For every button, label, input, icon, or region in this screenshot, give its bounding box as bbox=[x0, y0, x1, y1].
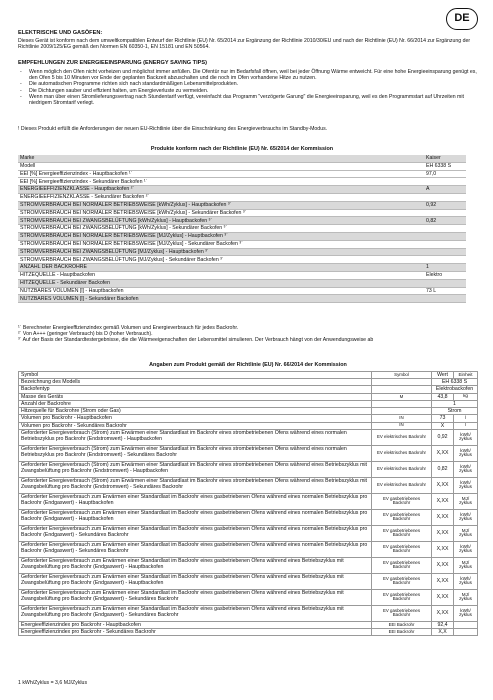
row-description: Geforderter Energieverbrauch zum Erwärmen einer Standardlast im Backrohr eines gasbetriebenen Ofens während eines normalen Betriebszyklus pro Backrohr (Endgaswert) - Hauptbackofen bbox=[19, 509, 372, 525]
table-row bbox=[18, 248, 466, 256]
table-row bbox=[19, 445, 478, 461]
row-value bbox=[420, 225, 466, 233]
row-description: Geforderter Energieverbrauch zum Erwärmen einer Standardlast im Backrohr eines gasbetriebenen Ofens während eines Betriebszyklus mit Zwangsbelüftung pro Backrohr (Endgaswert) - Hauptbackofen bbox=[19, 573, 372, 589]
header-cell: Symbol bbox=[19, 372, 372, 379]
table-row bbox=[18, 155, 466, 162]
row-value: X,XX bbox=[432, 525, 454, 541]
table-row bbox=[19, 621, 478, 628]
row-value bbox=[420, 256, 466, 264]
row-unit: kg bbox=[454, 393, 478, 400]
table-row bbox=[18, 193, 466, 201]
row-unit: kWh/ zyklus bbox=[454, 429, 478, 445]
table-row bbox=[19, 461, 478, 477]
row-unit: kWh/ zyklus bbox=[454, 509, 478, 525]
row-value bbox=[420, 232, 466, 240]
row-label: STROMVERBRAUCH BEI NORMALER BETRIEBSWEISE [kWh/Zyklus] - Sekundärer Backofen ³ˈ bbox=[18, 209, 420, 217]
energy-tips-list bbox=[18, 69, 480, 106]
table-row bbox=[19, 408, 478, 415]
table-row bbox=[19, 477, 478, 493]
table-row bbox=[19, 557, 478, 573]
row-value bbox=[420, 209, 466, 217]
table-row bbox=[19, 573, 478, 589]
row-label: STROMVERBRAUCH BEI ZWANGSBELÜFTUNG [MJ/Zyklus] - Sekundärer Backofen ³ˈ bbox=[18, 256, 420, 264]
table-row bbox=[18, 201, 466, 209]
row-value: EH 6338 S bbox=[420, 162, 466, 170]
row-label: STROMVERBRAUCH BEI ZWANGSBELÜFTUNG [MJ/Zyklus] - Hauptbackofen ³ˈ bbox=[18, 248, 420, 256]
row-value: X,XX bbox=[432, 445, 454, 461]
row-value: 0,92 bbox=[432, 429, 454, 445]
row-unit: MJ/ zyklus bbox=[454, 557, 478, 573]
row-symbol: EV gasbetriebenes Backrohr bbox=[372, 557, 432, 573]
footnote: ²ˈ Von A+++ (geringer Verbrauch) bis D (hoher Verbrauch). bbox=[18, 331, 153, 338]
row-label: STROMVERBRAUCH BEI NORMALER BETRIEBSWEISE [kWh/Zyklus] - Hauptbackofen ³ˈ bbox=[18, 201, 420, 209]
section-title-ovens: ELEKTRISCHE UND GASÖFEN: bbox=[18, 30, 103, 36]
row-value bbox=[420, 193, 466, 201]
row-value bbox=[420, 240, 466, 248]
table-row bbox=[19, 379, 478, 386]
row-symbol: IN bbox=[372, 415, 432, 422]
table-header-row bbox=[19, 372, 478, 379]
row-symbol: EV gasbetriebenes Backrohr bbox=[372, 605, 432, 621]
row-value: X,XX bbox=[432, 557, 454, 573]
row-symbol: EV elektrisches Backrohr bbox=[372, 477, 432, 493]
table-row bbox=[18, 209, 466, 217]
table-row bbox=[18, 162, 466, 170]
table1-footnotes bbox=[18, 325, 478, 344]
row-label: ANZAHL DER BACKROHRE bbox=[18, 264, 420, 272]
footnote: ¹ˈ Berechneter Energieeffizienzindex gemäß Volumen und Energieverbrauch für jedes Backrohr. bbox=[18, 325, 239, 331]
row-value: 0,82 bbox=[432, 461, 454, 477]
row-symbol: M bbox=[372, 393, 432, 400]
table-row bbox=[18, 279, 466, 287]
row-description: Geforderter Energieverbrauch zum Erwärmen einer Standardlast im Backrohr eines gasbetriebenen Ofens während eines Betriebszyklus mit Zwangsbelüftung pro Backrohr (Endgaswert) - Sekundäres Backrohr bbox=[19, 589, 372, 605]
table-row bbox=[19, 386, 478, 393]
row-value bbox=[420, 248, 466, 256]
row-label: HITZEQUELLE - Sekundärer Backofen bbox=[18, 279, 420, 287]
table-row bbox=[19, 605, 478, 621]
row-description: Geforderter Energieverbrauch (Strom) zum Erwärmen einer Standardlast im Backrohr eines strombetriebenen Ofens während eines Betriebszyklus mit Zwangsbelüftung pro Backrohr (Endstromwert) - Hauptbackofen bbox=[19, 461, 372, 477]
row-description: Hitzequelle für Backrohre (Strom oder Gas) bbox=[19, 408, 372, 415]
standby-note: ! Dieses Produkt erfüllt die Anforderungen der neuen EU-Richtlinie über die Einschränkung des Energieverbrauchs im Standby-Modus. bbox=[18, 126, 328, 132]
table-row bbox=[19, 493, 478, 509]
row-value: Strom bbox=[432, 408, 478, 415]
row-unit: kWh/ zyklus bbox=[454, 605, 478, 621]
row-symbol: EV elektrisches Backrohr bbox=[372, 461, 432, 477]
row-unit: kWh/ zyklus bbox=[454, 573, 478, 589]
table-row bbox=[19, 400, 478, 407]
table2-title: Angaben zum Produkt gemäß der Richtlinie (EU) Nr. 66/2014 der Kommission bbox=[149, 362, 347, 368]
table-row bbox=[19, 509, 478, 525]
table-row bbox=[18, 225, 466, 233]
row-value: 73 bbox=[432, 415, 454, 422]
table-row bbox=[18, 170, 466, 178]
row-value: X,XX bbox=[432, 589, 454, 605]
row-value: X,XX bbox=[432, 509, 454, 525]
row-label: HITZEQUELLE - Hauptbackofen bbox=[18, 271, 420, 279]
row-symbol: EV elektrisches Backrohr bbox=[372, 445, 432, 461]
list-item: - Die Dichtungen sauber und effizient halten, um Energieverluste zu vermeiden. bbox=[18, 88, 480, 94]
row-value bbox=[420, 279, 466, 287]
row-label: ENERGIEEFFIZIENZKLASSE - Sekundärer Backofen ²ˈ bbox=[18, 193, 420, 201]
row-value: X,XX bbox=[432, 573, 454, 589]
row-unit: kWh/ zyklus bbox=[454, 445, 478, 461]
table-row bbox=[19, 429, 478, 445]
row-value: X,XX bbox=[432, 493, 454, 509]
table-row bbox=[19, 393, 478, 400]
header-cell: Wert bbox=[432, 372, 454, 379]
row-value: A bbox=[420, 186, 466, 194]
list-item: - Wenn möglich den Ofen nicht vorheizen und möglichst immer anfüllen. Die Ofentür nur im Bedarfsfall öffnen, weil bei jeder Öffnung Wärme entweicht. Für eine hohe Energieeinsparung genügt es, den Ofen 5 bis 10 Minuten vor Ende der geplanten Backzeit abzuschalten und die noch im Ofen vorhandene Hitze zu nutzen. bbox=[18, 69, 480, 81]
row-label: STROMVERBRAUCH BEI NORMALER BETRIEBSWEISE [MJ/Zyklus] - Sekundärer Backofen ³ˈ bbox=[18, 240, 420, 248]
row-value: X,XX bbox=[432, 477, 454, 493]
row-value: 92,4 bbox=[432, 621, 454, 628]
row-description: Masse des Geräts bbox=[19, 393, 372, 400]
row-value: 1 bbox=[420, 264, 466, 272]
row-description: Geforderter Energieverbrauch (Strom) zum Erwärmen einer Standardlast im Backrohr eines strombetriebenen Ofens während eines normalen Betriebszyklus pro Backrohr (Endstromwert) - Sekundäres Backrohr bbox=[19, 445, 372, 461]
table-row bbox=[19, 525, 478, 541]
table1 bbox=[18, 155, 466, 303]
row-symbol: EEI Backrohr bbox=[372, 621, 432, 628]
list-item: - Die automatischen Programme richten sich nach standardmäßigen Lebensmittelprodukten. bbox=[18, 81, 480, 87]
row-value: X,XX bbox=[432, 541, 454, 557]
row-unit bbox=[454, 629, 478, 636]
row-unit bbox=[454, 621, 478, 628]
row-description: Geforderter Energieverbrauch zum Erwärmen einer Standardlast im Backrohr eines gasbetriebenen Ofens während eines Betriebszyklus mit Zwangsbelüftung pro Backrohr (Endgaswert) - Hauptbackofen bbox=[19, 557, 372, 573]
row-symbol bbox=[372, 400, 432, 407]
row-symbol: EV gasbetriebenes Backrohr bbox=[372, 525, 432, 541]
row-label: EEI [%] Energieeffizienzindex - Sekundärer Backofen ¹ˈ bbox=[18, 178, 420, 186]
row-description: Geforderter Energieverbrauch zum Erwärmen einer Standardlast im Backrohr eines gasbetriebenen Ofens während eines normalen Betriebszyklus pro Backrohr (Endgaswert) - Hauptbackofen bbox=[19, 493, 372, 509]
row-value bbox=[420, 295, 466, 303]
table-row bbox=[18, 256, 466, 264]
table-row bbox=[19, 415, 478, 422]
row-description: Volumen pro Backrohr - Hauptbackofen bbox=[19, 415, 372, 422]
table-row bbox=[18, 178, 466, 186]
row-label: NUTZBARES VOLUMEN [l] - Hauptbackofen bbox=[18, 287, 420, 295]
row-description: Bezeichnung des Modells bbox=[19, 379, 372, 386]
footnote: ³ˈ Auf der Basis der Standardtestergebnisse, die die Wärmeeigenschaften der Lebensmittel simulieren. Der Verbrauch hängt von der Anwendungsweise ab bbox=[18, 337, 374, 344]
row-description: Energieeffizienzindex pro Backrohr - Sekundäres Backrohr bbox=[19, 629, 372, 636]
row-label: STROMVERBRAUCH BEI NORMALER BETRIEBSWEISE [MJ/Zyklus] - Hauptbackofen ³ˈ bbox=[18, 232, 420, 240]
row-value: 43,8 bbox=[432, 393, 454, 400]
table-row bbox=[19, 629, 478, 636]
conversion-footnote: 1 kWh/Zyklus = 3,6 MJ/Zyklus bbox=[18, 680, 88, 686]
row-value: X,XX bbox=[432, 605, 454, 621]
table-row bbox=[18, 217, 466, 225]
row-symbol: EV gasbetriebenes Backrohr bbox=[372, 589, 432, 605]
row-description: Geforderter Energieverbrauch zum Erwärmen einer Standardlast im Backrohr eines gasbetriebenen Ofens während eines normalen Betriebszyklus pro Backrohr (Endgaswert) - Sekundäres Backrohr bbox=[19, 525, 372, 541]
row-value: Elektrobackofen bbox=[432, 386, 478, 393]
conformity-paragraph: Dieses Gerät ist konform nach dem umweltkompatiblen Entwurf der Richtlinie (EU) Nr. 65/2014 zur Ergänzung der Richtlinie 2010/30/EU und nach der Richtlinie (EU) Nr. 66/2014 zur Ergänzung der Richtlinie 2009/125/EG gemäß den Normen EN 60350-1, EN 15181 und EN 50564. bbox=[18, 38, 471, 51]
row-description: Volumen pro Backrohr - Sekundäres Backrohr bbox=[19, 422, 372, 429]
row-description: Backofentyp bbox=[19, 386, 372, 393]
row-label: ENERGIEEFFIZIENZKLASSE - Hauptbackofen ²ˈ bbox=[18, 186, 420, 194]
table-row bbox=[18, 287, 466, 295]
row-unit: kWh/ zyklus bbox=[454, 541, 478, 557]
row-symbol bbox=[372, 379, 432, 386]
row-value: 1 bbox=[432, 400, 478, 407]
row-description: Geforderter Energieverbrauch (Strom) zum Erwärmen einer Standardlast im Backrohr eines strombetriebenen Ofens während eines normalen Betriebszyklus pro Backrohr (Endstromwert) - Hauptbackofen bbox=[19, 429, 372, 445]
row-value: EH 6338 S bbox=[432, 379, 478, 386]
row-description: Energieeffizienzindex pro Backrohr - Hauptbackofen bbox=[19, 621, 372, 628]
row-value: X,X bbox=[432, 629, 454, 636]
header-cell: Einheit bbox=[454, 372, 478, 379]
row-value: 97,0 bbox=[420, 170, 466, 178]
row-label: STROMVERBRAUCH BEI ZWANGSBELÜFTUNG [kWh/Zyklus] - Hauptbackofen ³ˈ bbox=[18, 217, 420, 225]
row-symbol: IN bbox=[372, 422, 432, 429]
language-badge: DE bbox=[446, 8, 478, 30]
row-unit: kWh/ zyklus bbox=[454, 461, 478, 477]
row-symbol: EV gasbetriebenes Backrohr bbox=[372, 509, 432, 525]
row-description: Geforderter Energieverbrauch zum Erwärmen einer Standardlast im Backrohr eines gasbetriebenen Ofens während eines normalen Betriebszyklus pro Backrohr (Endgaswert) - Sekundäres Backrohr bbox=[19, 541, 372, 557]
row-label: Modell bbox=[18, 162, 420, 170]
row-symbol: EV gasbetriebenes Backrohr bbox=[372, 573, 432, 589]
header-cell: Symbol bbox=[372, 372, 432, 379]
row-value: X bbox=[432, 422, 454, 429]
row-label: EEI [%] Energieeffizienzindex - Hauptbackofen ¹ˈ bbox=[18, 170, 420, 178]
row-description: Geforderter Energieverbrauch zum Erwärmen einer Standardlast im Backrohr eines gasbetriebenen Ofens während eines Betriebszyklus mit Zwangsbelüftung pro Backrohr (Endgaswert) - Sekundäres Backrohr bbox=[19, 605, 372, 621]
row-value: 73 L bbox=[420, 287, 466, 295]
row-label: Marke bbox=[18, 155, 420, 162]
table-row bbox=[18, 264, 466, 272]
row-unit: MJ/ zyklus bbox=[454, 493, 478, 509]
row-description: Geforderter Energieverbrauch (Strom) zum Erwärmen einer Standardlast im Backrohr eines strombetriebenen Ofens während eines Betriebszyklus mit Zwangsbelüftung pro Backrohr (Endstromwert) - Sekundäres Backrohr bbox=[19, 477, 372, 493]
section-title-energy-tips: EMPFEHLUNGEN ZUR ENERGIEEINSPARUNG (ENERGY SAVING TIPS) bbox=[18, 60, 207, 66]
table2 bbox=[18, 371, 478, 636]
row-unit: l bbox=[454, 422, 478, 429]
row-symbol: EV gasbetriebenes Backrohr bbox=[372, 493, 432, 509]
table-row bbox=[18, 186, 466, 194]
row-label: STROMVERBRAUCH BEI ZWANGSBELÜFTUNG [kWh/Zyklus] - Sekundärer Backofen ³ˈ bbox=[18, 225, 420, 233]
row-value: Kaiser bbox=[420, 155, 466, 162]
row-value: 0,92 bbox=[420, 201, 466, 209]
table-row bbox=[19, 422, 478, 429]
table1-title: Produkte konform nach der Richtlinie (EU) Nr. 65/2014 der Kommission bbox=[150, 146, 334, 152]
row-value bbox=[420, 178, 466, 186]
row-unit: MJ/ zyklus bbox=[454, 525, 478, 541]
row-value: 0,82 bbox=[420, 217, 466, 225]
row-description: Anzahl der Backrohre bbox=[19, 400, 372, 407]
table-row bbox=[19, 541, 478, 557]
row-unit: l bbox=[454, 415, 478, 422]
table-row bbox=[18, 271, 466, 279]
row-value: Elektro bbox=[420, 271, 466, 279]
list-item: - Wenn man über einen Stromlieferungsvertrag nach Stundentarif verfügt, vereinfacht das Programm "verzögerte Garung" die Energieeinsparung, weil es den Programmstart auf Uhrzeiten mit niedrigem Stromtarif verlegt. bbox=[18, 94, 480, 106]
row-unit: MJ/ zyklus bbox=[454, 589, 478, 605]
table-row bbox=[18, 232, 466, 240]
row-symbol: EV elektrisches Backrohr bbox=[372, 429, 432, 445]
row-unit: kWh/ zyklus bbox=[454, 477, 478, 493]
row-symbol: EV gasbetriebenes Backrohr bbox=[372, 541, 432, 557]
table-row bbox=[19, 589, 478, 605]
row-symbol bbox=[372, 386, 432, 393]
row-symbol bbox=[372, 408, 432, 415]
table-row bbox=[18, 240, 466, 248]
row-symbol: EEI Backrohr bbox=[372, 629, 432, 636]
row-label: NUTZBARES VOLUMEN [l] - Sekundärer Backofen bbox=[18, 295, 420, 303]
table-row bbox=[18, 295, 466, 303]
